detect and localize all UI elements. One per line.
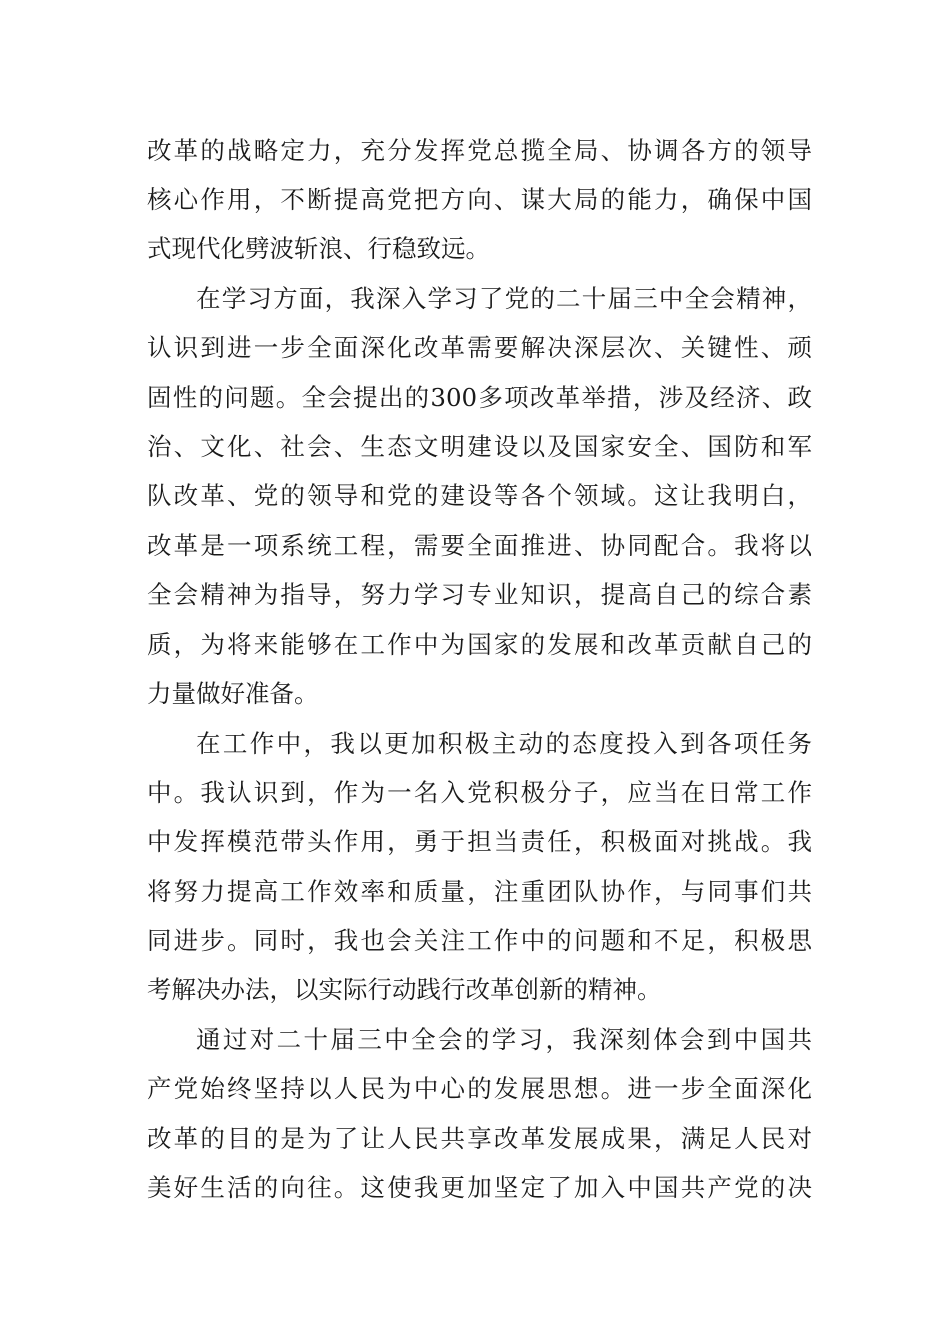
- text-line: 改革的战略定力，充分发挥党总揽全局、协调各方的领导: [147, 136, 812, 165]
- paragraph-first-line: 在学习方面，我深入学习了党的二十届三中全会精神，: [196, 284, 812, 313]
- text-line: 治、文化、社会、生态文明建设以及国家安全、国防和军: [147, 432, 812, 461]
- text-line: 改革是一项系统工程，需要全面推进、协同配合。我将以: [147, 531, 812, 560]
- text-line: 核心作用，不断提高党把方向、谋大局的能力，确保中国: [147, 185, 812, 214]
- text-line: 产党始终坚持以人民为中心的发展思想。进一步全面深化: [147, 1074, 812, 1103]
- text-line: 认识到进一步全面深化改革需要解决深层次、关键性、顽: [147, 333, 812, 362]
- paragraph-first-line: 通过对二十届三中全会的学习，我深刻体会到中国共: [196, 1025, 812, 1054]
- text-line: 同进步。同时，我也会关注工作中的问题和不足，积极思: [147, 926, 812, 955]
- text-line: 质，为将来能够在工作中为国家的发展和改革贡献自己的: [147, 630, 812, 659]
- text-line: 改革的目的是为了让人民共享改革发展成果，满足人民对: [147, 1124, 812, 1153]
- text-line: 队改革、党的领导和党的建设等各个领域。这让我明白，: [147, 481, 812, 510]
- text-line: 式现代化劈波斩浪、行稳致远。: [147, 234, 490, 263]
- paragraph-first-line: 在工作中，我以更加积极主动的态度投入到各项任务: [196, 729, 812, 758]
- text-line: 考解决办法，以实际行动践行改革创新的精神。: [147, 975, 662, 1004]
- text-line: 固性的问题。全会提出的300多项改革举措，涉及经济、政: [147, 383, 812, 412]
- text-line: 中。我认识到，作为一名入党积极分子，应当在日常工作: [147, 778, 812, 807]
- text-line: 美好生活的向往。这使我更加坚定了加入中国共产党的决: [147, 1173, 812, 1202]
- text-line: 中发挥模范带头作用，勇于担当责任，积极面对挑战。我: [147, 827, 812, 856]
- text-line: 全会精神为指导，努力学习专业知识，提高自己的综合素: [147, 580, 812, 609]
- text-line: 力量做好准备。: [147, 679, 319, 708]
- text-line: 将努力提高工作效率和质量，注重团队协作，与同事们共: [147, 877, 812, 906]
